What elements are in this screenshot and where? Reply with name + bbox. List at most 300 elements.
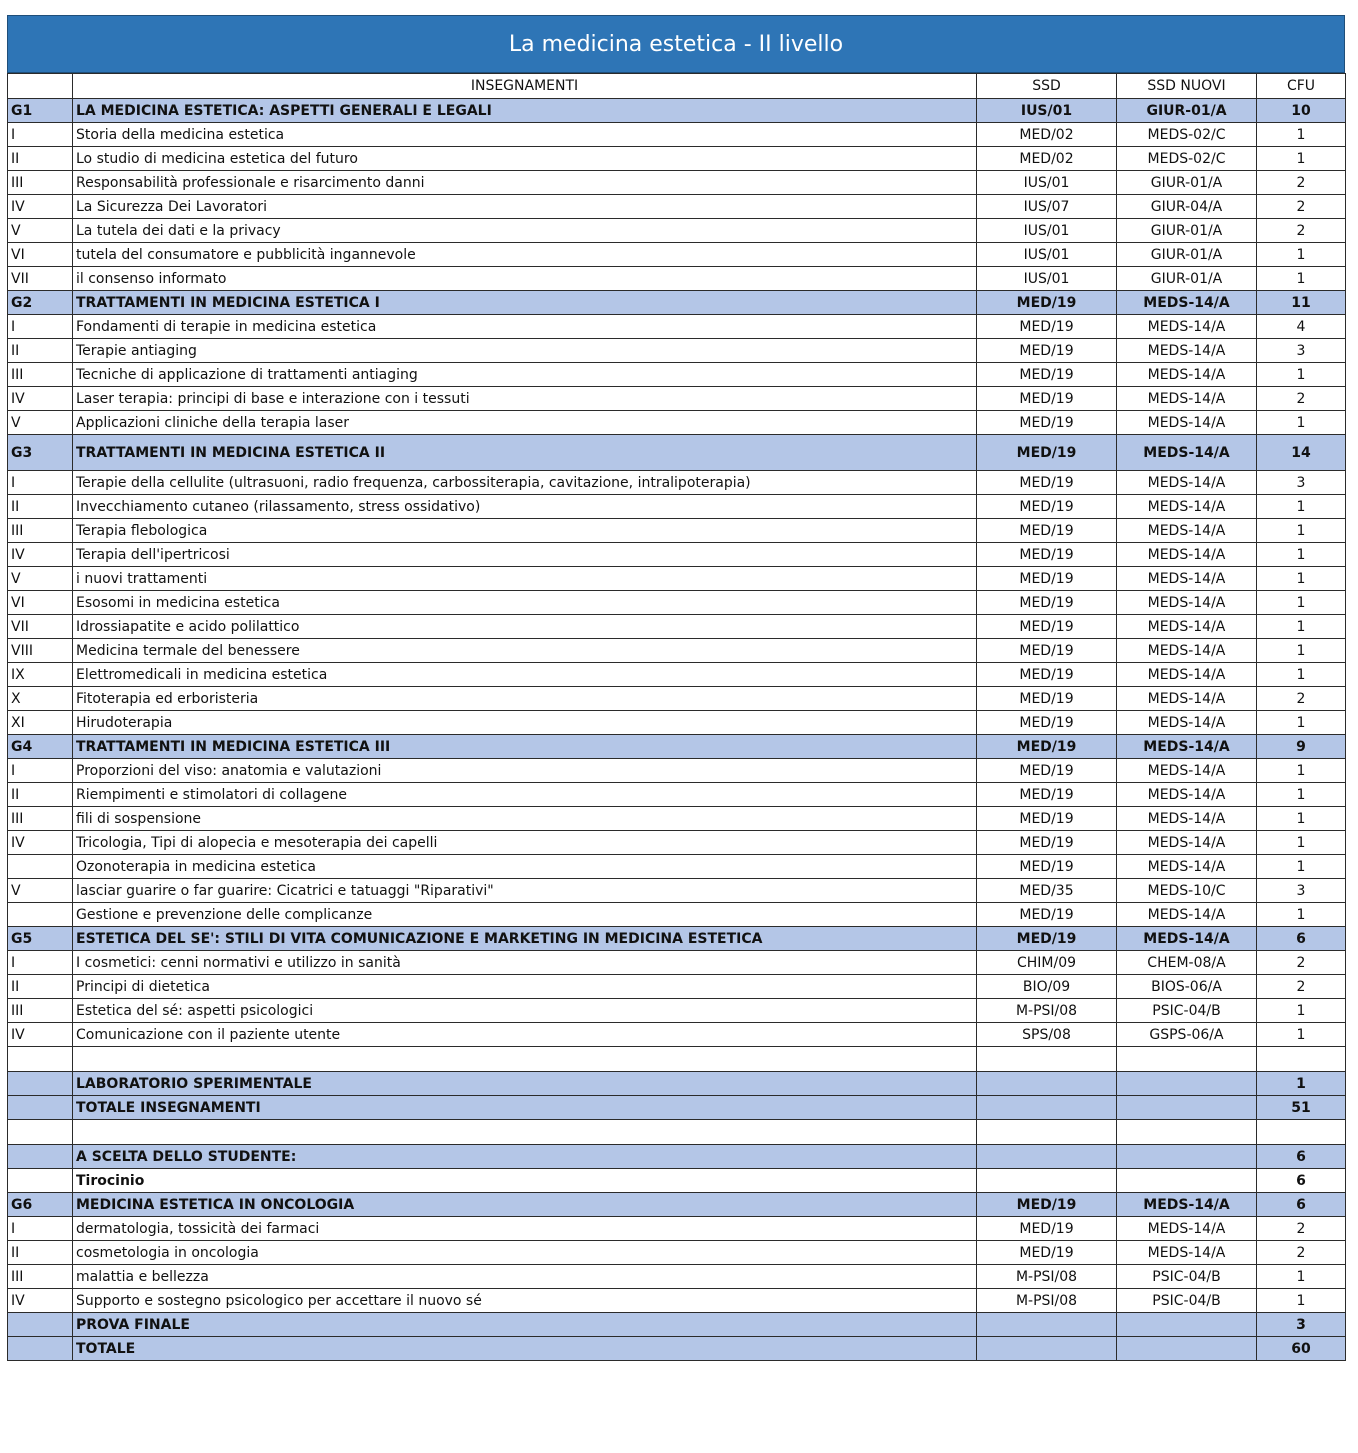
- table-row: [8, 687, 1346, 711]
- cell-name: A SCELTA DELLO STUDENTE:: [73, 1145, 977, 1169]
- cell-code: II: [8, 783, 73, 807]
- cell-ssd-nuovi: MEDS-14/A: [1117, 315, 1257, 339]
- cell-cfu: 1: [1257, 639, 1346, 663]
- cell-name: TOTALE: [73, 1337, 977, 1361]
- cell-code: III: [8, 999, 73, 1023]
- cell-ssd: MED/19: [977, 735, 1117, 759]
- table-row: [8, 387, 1346, 411]
- cell-cfu: 4: [1257, 315, 1346, 339]
- cell-code: G4: [8, 735, 73, 759]
- cell-ssd: IUS/01: [977, 243, 1117, 267]
- cell-ssd-nuovi: MEDS-02/C: [1117, 123, 1257, 147]
- header-ssd-nuovi: SSD NUOVI: [1117, 74, 1257, 99]
- cell-code: [8, 1337, 73, 1361]
- cell-code: II: [8, 339, 73, 363]
- table-row: [8, 1169, 1346, 1193]
- cell-ssd-nuovi: GSPS-06/A: [1117, 1023, 1257, 1047]
- table-row: [8, 831, 1346, 855]
- cell-code: I: [8, 123, 73, 147]
- table-row: [8, 903, 1346, 927]
- cell-ssd: MED/19: [977, 291, 1117, 315]
- cell-code: IV: [8, 543, 73, 567]
- cell-cfu: 3: [1257, 879, 1346, 903]
- cell-code: II: [8, 147, 73, 171]
- cell-code: G2: [8, 291, 73, 315]
- table-row: [8, 663, 1346, 687]
- cell-ssd: CHIM/09: [977, 951, 1117, 975]
- cell-ssd: [977, 1145, 1117, 1169]
- cell-cfu: 2: [1257, 951, 1346, 975]
- cell-ssd: MED/35: [977, 879, 1117, 903]
- table-row: [8, 999, 1346, 1023]
- table-row: [8, 339, 1346, 363]
- cell-code: IV: [8, 1289, 73, 1313]
- table-row: [8, 1265, 1346, 1289]
- cell-cfu: [1257, 1120, 1346, 1145]
- cell-ssd: [977, 1047, 1117, 1072]
- table-row: [8, 567, 1346, 591]
- cell-ssd-nuovi: MEDS-14/A: [1117, 519, 1257, 543]
- cell-cfu: 9: [1257, 735, 1346, 759]
- sheet-title: La medicina estetica - II livello: [7, 15, 1345, 73]
- cell-code: XI: [8, 711, 73, 735]
- cell-cfu: 1: [1257, 1023, 1346, 1047]
- cell-ssd: M-PSI/08: [977, 1265, 1117, 1289]
- cell-cfu: 2: [1257, 975, 1346, 999]
- group-row: [8, 1072, 1346, 1096]
- cell-code: V: [8, 219, 73, 243]
- cell-cfu: 3: [1257, 471, 1346, 495]
- cell-name: Terapie antiaging: [73, 339, 977, 363]
- cell-ssd-nuovi: PSIC-04/B: [1117, 1289, 1257, 1313]
- cell-code: II: [8, 1241, 73, 1265]
- cell-name: Ozonoterapia in medicina estetica: [73, 855, 977, 879]
- cell-code: I: [8, 951, 73, 975]
- cell-cfu: 1: [1257, 759, 1346, 783]
- blank-row: [8, 1047, 1346, 1072]
- table-row: [8, 543, 1346, 567]
- cell-cfu: 1: [1257, 783, 1346, 807]
- cell-cfu: 11: [1257, 291, 1346, 315]
- table-row: [8, 615, 1346, 639]
- cell-ssd-nuovi: CHEM-08/A: [1117, 951, 1257, 975]
- cell-name: La tutela dei dati e la privacy: [73, 219, 977, 243]
- cell-name: Terapia dell'ipertricosi: [73, 543, 977, 567]
- cell-cfu: [1257, 1047, 1346, 1072]
- cell-ssd-nuovi: MEDS-14/A: [1117, 291, 1257, 315]
- table-row: [8, 975, 1346, 999]
- cell-ssd: IUS/01: [977, 267, 1117, 291]
- cell-name: tutela del consumatore e pubblicità ingannevole: [73, 243, 977, 267]
- cell-cfu: 1: [1257, 855, 1346, 879]
- cell-cfu: 2: [1257, 687, 1346, 711]
- cell-cfu: 60: [1257, 1337, 1346, 1361]
- group-row: [8, 1313, 1346, 1337]
- group-row: [8, 435, 1346, 471]
- curriculum-sheet: [7, 15, 1345, 1361]
- cell-code: III: [8, 363, 73, 387]
- cell-ssd: MED/19: [977, 927, 1117, 951]
- cell-ssd: SPS/08: [977, 1023, 1117, 1047]
- table-row: [8, 951, 1346, 975]
- cell-cfu: 1: [1257, 495, 1346, 519]
- cell-name: Hirudoterapia: [73, 711, 977, 735]
- cell-cfu: 6: [1257, 1169, 1346, 1193]
- cell-name: malattia e bellezza: [73, 1265, 977, 1289]
- cell-name: Storia della medicina estetica: [73, 123, 977, 147]
- cell-cfu: 2: [1257, 219, 1346, 243]
- cell-code: G3: [8, 435, 73, 471]
- table-row: [8, 219, 1346, 243]
- cell-cfu: 1: [1257, 543, 1346, 567]
- table-row: [8, 195, 1346, 219]
- cell-ssd-nuovi: [1117, 1096, 1257, 1120]
- cell-ssd: MED/19: [977, 411, 1117, 435]
- cell-name: La Sicurezza Dei Lavoratori: [73, 195, 977, 219]
- cell-ssd-nuovi: MEDS-14/A: [1117, 783, 1257, 807]
- cell-code: I: [8, 471, 73, 495]
- cell-code: IV: [8, 1023, 73, 1047]
- cell-code: VI: [8, 591, 73, 615]
- cell-code: IX: [8, 663, 73, 687]
- cell-ssd: MED/19: [977, 1193, 1117, 1217]
- cell-ssd-nuovi: MEDS-14/A: [1117, 927, 1257, 951]
- cell-name: Elettromedicali in medicina estetica: [73, 663, 977, 687]
- cell-ssd: MED/19: [977, 567, 1117, 591]
- cell-cfu: 2: [1257, 387, 1346, 411]
- cell-code: V: [8, 411, 73, 435]
- cell-cfu: 1: [1257, 411, 1346, 435]
- group-row: [8, 1145, 1346, 1169]
- cell-cfu: 1: [1257, 831, 1346, 855]
- group-row: [8, 927, 1346, 951]
- cell-code: I: [8, 315, 73, 339]
- cell-name: Invecchiamento cutaneo (rilassamento, stress ossidativo): [73, 495, 977, 519]
- header-code: [8, 74, 73, 99]
- cell-code: [8, 1047, 73, 1072]
- cell-ssd-nuovi: MEDS-14/A: [1117, 339, 1257, 363]
- cell-name: lasciar guarire o far guarire: Cicatrici e tatuaggi "Riparativi": [73, 879, 977, 903]
- cell-code: III: [8, 171, 73, 195]
- cell-name: TRATTAMENTI IN MEDICINA ESTETICA I: [73, 291, 977, 315]
- cell-cfu: 1: [1257, 147, 1346, 171]
- cell-ssd-nuovi: MEDS-14/A: [1117, 903, 1257, 927]
- cell-ssd-nuovi: [1117, 1337, 1257, 1361]
- cell-name: Tricologia, Tipi di alopecia e mesoterapia dei capelli: [73, 831, 977, 855]
- cell-cfu: 2: [1257, 171, 1346, 195]
- cell-cfu: 1: [1257, 663, 1346, 687]
- cell-cfu: 14: [1257, 435, 1346, 471]
- cell-ssd-nuovi: GIUR-01/A: [1117, 219, 1257, 243]
- header-insegnamenti: INSEGNAMENTI: [73, 74, 977, 99]
- cell-ssd-nuovi: MEDS-14/A: [1117, 411, 1257, 435]
- cell-ssd-nuovi: MEDS-14/A: [1117, 1241, 1257, 1265]
- cell-ssd: M-PSI/08: [977, 1289, 1117, 1313]
- cell-ssd-nuovi: MEDS-14/A: [1117, 807, 1257, 831]
- cell-name: Esosomi in medicina estetica: [73, 591, 977, 615]
- cell-cfu: 1: [1257, 363, 1346, 387]
- cell-ssd-nuovi: MEDS-14/A: [1117, 591, 1257, 615]
- group-row: [8, 291, 1346, 315]
- cell-cfu: 1: [1257, 591, 1346, 615]
- cell-cfu: 6: [1257, 1193, 1346, 1217]
- cell-name: Estetica del sé: aspetti psicologici: [73, 999, 977, 1023]
- cell-code: V: [8, 879, 73, 903]
- cell-code: [8, 1072, 73, 1096]
- table-row: [8, 315, 1346, 339]
- cell-cfu: 1: [1257, 1072, 1346, 1096]
- cell-name: [73, 1120, 977, 1145]
- cell-cfu: 1: [1257, 903, 1346, 927]
- cell-ssd-nuovi: MEDS-14/A: [1117, 615, 1257, 639]
- cell-name: Principi di dietetica: [73, 975, 977, 999]
- cell-ssd-nuovi: MEDS-14/A: [1117, 387, 1257, 411]
- cell-code: [8, 1120, 73, 1145]
- table-row: [8, 519, 1346, 543]
- cell-code: II: [8, 495, 73, 519]
- cell-name: TOTALE INSEGNAMENTI: [73, 1096, 977, 1120]
- cell-code: [8, 903, 73, 927]
- cell-ssd: IUS/01: [977, 171, 1117, 195]
- cell-ssd: MED/19: [977, 759, 1117, 783]
- cell-ssd: IUS/01: [977, 99, 1117, 123]
- cell-name: LA MEDICINA ESTETICA: ASPETTI GENERALI E LEGALI: [73, 99, 977, 123]
- cell-ssd-nuovi: MEDS-14/A: [1117, 711, 1257, 735]
- cell-ssd-nuovi: MEDS-14/A: [1117, 759, 1257, 783]
- cell-ssd-nuovi: MEDS-14/A: [1117, 363, 1257, 387]
- cell-ssd: MED/02: [977, 123, 1117, 147]
- blank-row: [8, 1120, 1346, 1145]
- cell-code: VII: [8, 267, 73, 291]
- table-row: [8, 879, 1346, 903]
- table-row: [8, 171, 1346, 195]
- cell-ssd: MED/19: [977, 687, 1117, 711]
- cell-name: Tecniche di applicazione di trattamenti antiaging: [73, 363, 977, 387]
- cell-code: V: [8, 567, 73, 591]
- cell-ssd: MED/19: [977, 807, 1117, 831]
- cell-ssd-nuovi: BIOS-06/A: [1117, 975, 1257, 999]
- header-ssd: SSD: [977, 74, 1117, 99]
- cell-ssd-nuovi: MEDS-10/C: [1117, 879, 1257, 903]
- cell-code: I: [8, 1217, 73, 1241]
- cell-ssd: [977, 1313, 1117, 1337]
- cell-ssd-nuovi: MEDS-14/A: [1117, 495, 1257, 519]
- table-row: [8, 855, 1346, 879]
- cell-cfu: 6: [1257, 927, 1346, 951]
- cell-ssd-nuovi: [1117, 1169, 1257, 1193]
- cell-code: X: [8, 687, 73, 711]
- cell-ssd: MED/19: [977, 387, 1117, 411]
- cell-ssd-nuovi: [1117, 1313, 1257, 1337]
- cell-name: il consenso informato: [73, 267, 977, 291]
- cell-ssd: [977, 1169, 1117, 1193]
- table-row: [8, 759, 1346, 783]
- cell-name: Laser terapia: principi di base e interazione con i tessuti: [73, 387, 977, 411]
- cell-ssd-nuovi: GIUR-01/A: [1117, 267, 1257, 291]
- cell-cfu: 10: [1257, 99, 1346, 123]
- cell-name: Responsabilità professionale e risarcimento danni: [73, 171, 977, 195]
- cell-name: Proporzioni del viso: anatomia e valutazioni: [73, 759, 977, 783]
- cell-code: IV: [8, 387, 73, 411]
- cell-code: G6: [8, 1193, 73, 1217]
- cell-name: TRATTAMENTI IN MEDICINA ESTETICA II: [73, 435, 977, 471]
- cell-cfu: 1: [1257, 711, 1346, 735]
- cell-ssd: IUS/01: [977, 219, 1117, 243]
- cell-ssd-nuovi: MEDS-14/A: [1117, 639, 1257, 663]
- cell-ssd: [977, 1096, 1117, 1120]
- cell-ssd-nuovi: [1117, 1145, 1257, 1169]
- table-body: [8, 99, 1346, 1361]
- cell-name: Medicina termale del benessere: [73, 639, 977, 663]
- cell-name: [73, 1047, 977, 1072]
- cell-ssd: MED/19: [977, 855, 1117, 879]
- cell-ssd-nuovi: [1117, 1120, 1257, 1145]
- cell-ssd-nuovi: MEDS-14/A: [1117, 1217, 1257, 1241]
- cell-name: MEDICINA ESTETICA IN ONCOLOGIA: [73, 1193, 977, 1217]
- cell-ssd: MED/19: [977, 663, 1117, 687]
- cell-cfu: 1: [1257, 243, 1346, 267]
- header-row: [8, 74, 1346, 99]
- group-row: [8, 1193, 1346, 1217]
- cell-name: Gestione e prevenzione delle complicanze: [73, 903, 977, 927]
- cell-ssd-nuovi: MEDS-14/A: [1117, 543, 1257, 567]
- cell-ssd: MED/19: [977, 1217, 1117, 1241]
- cell-ssd: [977, 1072, 1117, 1096]
- cell-cfu: 51: [1257, 1096, 1346, 1120]
- cell-code: [8, 1096, 73, 1120]
- cell-ssd-nuovi: [1117, 1072, 1257, 1096]
- cell-code: [8, 1145, 73, 1169]
- cell-code: VII: [8, 615, 73, 639]
- group-row: [8, 1096, 1346, 1120]
- cell-ssd-nuovi: PSIC-04/B: [1117, 1265, 1257, 1289]
- cell-ssd-nuovi: GIUR-01/A: [1117, 99, 1257, 123]
- cell-ssd-nuovi: MEDS-14/A: [1117, 567, 1257, 591]
- cell-code: IV: [8, 831, 73, 855]
- cell-name: ESTETICA DEL SE': STILI DI VITA COMUNICAZIONE E MARKETING IN MEDICINA ESTETICA: [73, 927, 977, 951]
- cell-name: Tirocinio: [73, 1169, 977, 1193]
- cell-ssd-nuovi: MEDS-14/A: [1117, 471, 1257, 495]
- cell-ssd: MED/19: [977, 471, 1117, 495]
- cell-cfu: 1: [1257, 567, 1346, 591]
- cell-name: Fitoterapia ed erboristeria: [73, 687, 977, 711]
- cell-ssd: MED/19: [977, 495, 1117, 519]
- table-row: [8, 411, 1346, 435]
- cell-ssd: MED/19: [977, 1241, 1117, 1265]
- cell-code: G1: [8, 99, 73, 123]
- table-row: [8, 639, 1346, 663]
- cell-ssd: MED/19: [977, 435, 1117, 471]
- cell-ssd: MED/19: [977, 783, 1117, 807]
- cell-name: I cosmetici: cenni normativi e utilizzo in sanità: [73, 951, 977, 975]
- cell-ssd: MED/19: [977, 903, 1117, 927]
- cell-cfu: 2: [1257, 195, 1346, 219]
- cell-ssd-nuovi: MEDS-14/A: [1117, 1193, 1257, 1217]
- group-row: [8, 1337, 1346, 1361]
- table-row: [8, 495, 1346, 519]
- table-row: [8, 471, 1346, 495]
- cell-cfu: 1: [1257, 999, 1346, 1023]
- cell-code: I: [8, 759, 73, 783]
- cell-ssd-nuovi: MEDS-14/A: [1117, 855, 1257, 879]
- table-row: [8, 1023, 1346, 1047]
- header-cfu: CFU: [1257, 74, 1346, 99]
- cell-name: Idrossiapatite e acido polilattico: [73, 615, 977, 639]
- cell-ssd: MED/19: [977, 543, 1117, 567]
- cell-cfu: 1: [1257, 1265, 1346, 1289]
- table-row: [8, 123, 1346, 147]
- cell-cfu: 1: [1257, 123, 1346, 147]
- table-row: [8, 807, 1346, 831]
- cell-cfu: 1: [1257, 519, 1346, 543]
- cell-ssd: MED/19: [977, 711, 1117, 735]
- cell-ssd: BIO/09: [977, 975, 1117, 999]
- cell-ssd-nuovi: GIUR-01/A: [1117, 171, 1257, 195]
- group-row: [8, 99, 1346, 123]
- table-row: [8, 267, 1346, 291]
- cell-ssd: MED/19: [977, 339, 1117, 363]
- cell-ssd-nuovi: MEDS-14/A: [1117, 687, 1257, 711]
- cell-code: II: [8, 975, 73, 999]
- curriculum-table: [7, 73, 1346, 1361]
- cell-name: Lo studio di medicina estetica del futuro: [73, 147, 977, 171]
- cell-cfu: 2: [1257, 1241, 1346, 1265]
- cell-name: TRATTAMENTI IN MEDICINA ESTETICA III: [73, 735, 977, 759]
- cell-ssd-nuovi: GIUR-01/A: [1117, 243, 1257, 267]
- cell-code: III: [8, 1265, 73, 1289]
- cell-code: VIII: [8, 639, 73, 663]
- group-row: [8, 735, 1346, 759]
- cell-ssd: MED/02: [977, 147, 1117, 171]
- cell-ssd-nuovi: MEDS-14/A: [1117, 663, 1257, 687]
- cell-ssd-nuovi: GIUR-04/A: [1117, 195, 1257, 219]
- cell-ssd-nuovi: [1117, 1047, 1257, 1072]
- cell-ssd-nuovi: MEDS-02/C: [1117, 147, 1257, 171]
- cell-name: Terapie della cellulite (ultrasuoni, radio frequenza, carbossiterapia, cavitazione, intralipoterapia): [73, 471, 977, 495]
- cell-cfu: 1: [1257, 267, 1346, 291]
- cell-cfu: 1: [1257, 1289, 1346, 1313]
- cell-code: IV: [8, 195, 73, 219]
- cell-code: III: [8, 519, 73, 543]
- table-row: [8, 1289, 1346, 1313]
- cell-ssd-nuovi: MEDS-14/A: [1117, 735, 1257, 759]
- cell-code: III: [8, 807, 73, 831]
- cell-name: cosmetologia in oncologia: [73, 1241, 977, 1265]
- cell-name: Terapia flebologica: [73, 519, 977, 543]
- table-row: [8, 711, 1346, 735]
- cell-name: Supporto e sostegno psicologico per accettare il nuovo sé: [73, 1289, 977, 1313]
- cell-code: [8, 1313, 73, 1337]
- cell-ssd: MED/19: [977, 615, 1117, 639]
- cell-ssd: [977, 1337, 1117, 1361]
- cell-name: i nuovi trattamenti: [73, 567, 977, 591]
- cell-code: [8, 1169, 73, 1193]
- cell-cfu: 1: [1257, 615, 1346, 639]
- cell-cfu: 2: [1257, 1217, 1346, 1241]
- table-row: [8, 363, 1346, 387]
- table-row: [8, 1217, 1346, 1241]
- cell-code: VI: [8, 243, 73, 267]
- cell-ssd: [977, 1120, 1117, 1145]
- table-row: [8, 1241, 1346, 1265]
- cell-name: LABORATORIO SPERIMENTALE: [73, 1072, 977, 1096]
- cell-cfu: 6: [1257, 1145, 1346, 1169]
- cell-name: PROVA FINALE: [73, 1313, 977, 1337]
- table-row: [8, 243, 1346, 267]
- cell-ssd: MED/19: [977, 831, 1117, 855]
- cell-ssd: MED/19: [977, 363, 1117, 387]
- cell-ssd-nuovi: PSIC-04/B: [1117, 999, 1257, 1023]
